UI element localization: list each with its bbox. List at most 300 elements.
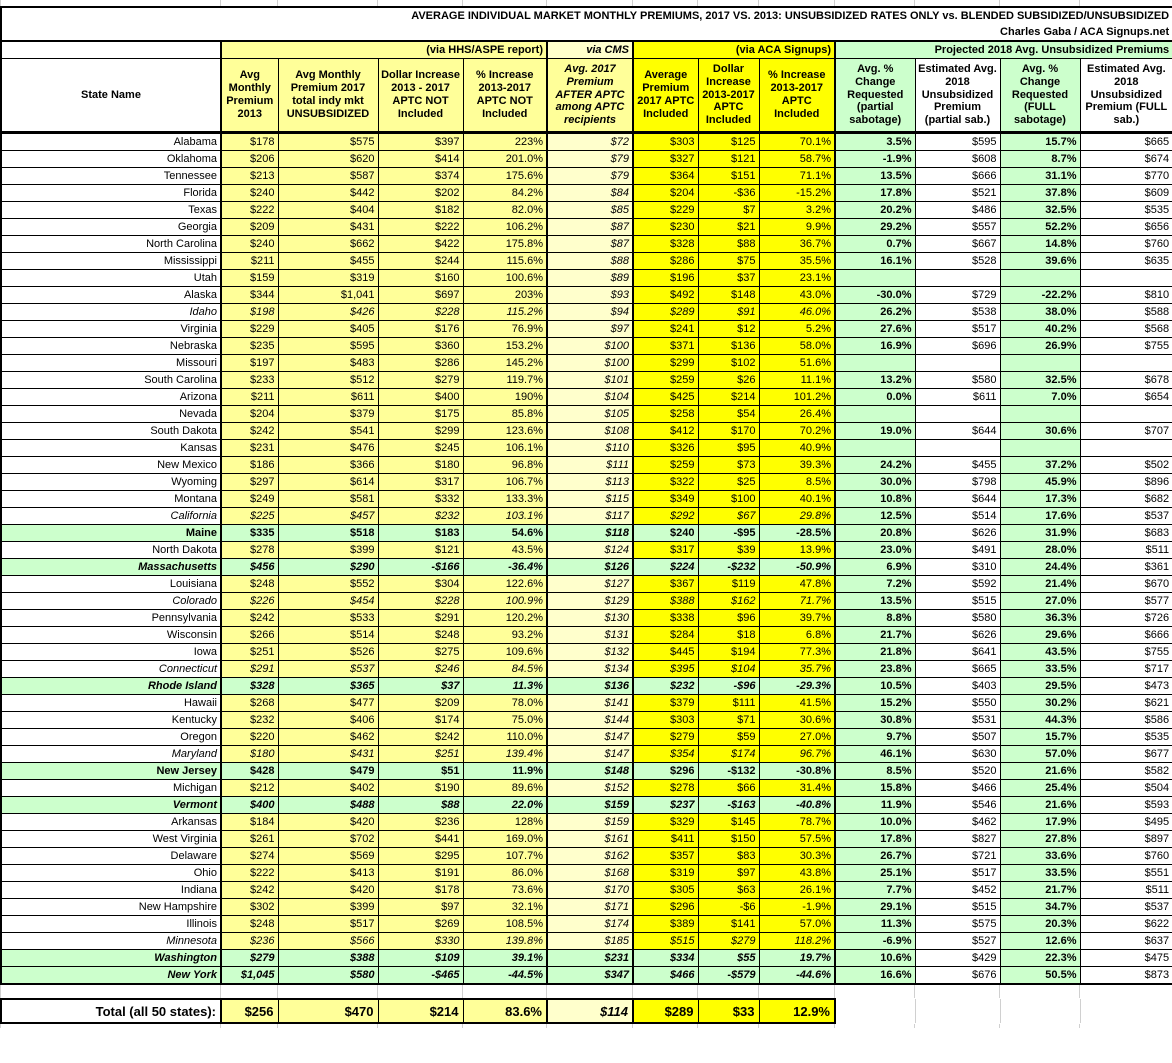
cell-value[interactable]: $520 bbox=[915, 763, 1000, 780]
cell-value[interactable]: $274 bbox=[221, 848, 278, 865]
cell-value[interactable]: -$95 bbox=[698, 525, 759, 542]
cell-value[interactable]: 22.3% bbox=[1000, 950, 1080, 967]
cell-value[interactable]: $209 bbox=[378, 695, 463, 712]
cell-state-name[interactable]: Iowa bbox=[1, 644, 221, 661]
cell-value[interactable]: 13.2% bbox=[835, 372, 915, 389]
cell-value[interactable]: $174 bbox=[698, 746, 759, 763]
cell-value[interactable]: $475 bbox=[1080, 950, 1172, 967]
cell-value[interactable]: $89 bbox=[547, 270, 633, 287]
cell-value[interactable]: $95 bbox=[698, 440, 759, 457]
cell-state-name[interactable]: Nebraska bbox=[1, 338, 221, 355]
cell-value[interactable]: $228 bbox=[378, 304, 463, 321]
cell-state-name[interactable]: New York bbox=[1, 967, 221, 985]
cell-value[interactable]: $580 bbox=[915, 372, 1000, 389]
cell-value[interactable]: $198 bbox=[221, 304, 278, 321]
cell-state-name[interactable]: Vermont bbox=[1, 797, 221, 814]
column-header-col-4[interactable]: % Increase 2013-2017 APTC NOT Included bbox=[463, 59, 547, 133]
cell-value[interactable]: $121 bbox=[698, 151, 759, 168]
cell-value[interactable]: 30.8% bbox=[835, 712, 915, 729]
cell-value[interactable]: 73.6% bbox=[463, 882, 547, 899]
cell-value[interactable]: 26.9% bbox=[1000, 338, 1080, 355]
cell-value[interactable]: 118.2% bbox=[759, 933, 835, 950]
cell-value[interactable]: $425 bbox=[633, 389, 698, 406]
cell-value[interactable]: 32.5% bbox=[1000, 202, 1080, 219]
cell-value[interactable]: $104 bbox=[547, 389, 633, 406]
cell-value[interactable]: $420 bbox=[278, 882, 378, 899]
cell-value[interactable]: 120.2% bbox=[463, 610, 547, 627]
cell-value[interactable]: $185 bbox=[547, 933, 633, 950]
cell-value[interactable]: 110.0% bbox=[463, 729, 547, 746]
cell-value[interactable]: $575 bbox=[915, 916, 1000, 933]
total-value[interactable]: $256 bbox=[221, 999, 278, 1023]
cell-value[interactable]: 145.2% bbox=[463, 355, 547, 372]
cell-value[interactable]: $512 bbox=[278, 372, 378, 389]
cell-value[interactable]: 84.2% bbox=[463, 185, 547, 202]
cell-value[interactable]: $399 bbox=[278, 542, 378, 559]
cell-value[interactable]: $214 bbox=[698, 389, 759, 406]
cell-value[interactable]: $232 bbox=[633, 678, 698, 695]
cell-value[interactable]: 71.1% bbox=[759, 168, 835, 185]
cell-value[interactable]: $441 bbox=[378, 831, 463, 848]
total-value[interactable]: $214 bbox=[378, 999, 463, 1023]
cell-value[interactable]: -29.3% bbox=[759, 678, 835, 695]
cell-value[interactable]: $357 bbox=[633, 848, 698, 865]
cell-value[interactable]: $495 bbox=[1080, 814, 1172, 831]
cell-value[interactable]: $319 bbox=[633, 865, 698, 882]
cell-value[interactable]: $299 bbox=[633, 355, 698, 372]
cell-value[interactable]: $291 bbox=[378, 610, 463, 627]
cell-value[interactable]: $292 bbox=[633, 508, 698, 525]
cell-value[interactable]: $677 bbox=[1080, 746, 1172, 763]
cell-value[interactable]: -$6 bbox=[698, 899, 759, 916]
cell-value[interactable]: $268 bbox=[221, 695, 278, 712]
cell-value[interactable]: $644 bbox=[915, 491, 1000, 508]
cell-value[interactable]: $242 bbox=[221, 423, 278, 440]
cell-value[interactable]: $105 bbox=[547, 406, 633, 423]
cell-value[interactable]: 50.5% bbox=[1000, 967, 1080, 985]
cell-value[interactable]: -1.9% bbox=[835, 151, 915, 168]
cell-value[interactable]: 16.9% bbox=[835, 338, 915, 355]
cell-value[interactable]: $327 bbox=[633, 151, 698, 168]
cell-value[interactable]: 13.9% bbox=[759, 542, 835, 559]
cell-value[interactable]: $683 bbox=[1080, 525, 1172, 542]
cell-value[interactable]: 58.0% bbox=[759, 338, 835, 355]
column-header-col-5[interactable]: Avg. 2017 Premium AFTER APTC among APTC recipients bbox=[547, 59, 633, 133]
cell-value[interactable]: -30.8% bbox=[759, 763, 835, 780]
cell-value[interactable]: $197 bbox=[221, 355, 278, 372]
cell-value[interactable]: -$96 bbox=[698, 678, 759, 695]
cell-value[interactable]: $897 bbox=[1080, 831, 1172, 848]
cell-value[interactable]: $721 bbox=[915, 848, 1000, 865]
cell-value[interactable]: 78.7% bbox=[759, 814, 835, 831]
cell-value[interactable]: $229 bbox=[221, 321, 278, 338]
cell-state-name[interactable]: Rhode Island bbox=[1, 678, 221, 695]
cell-value[interactable]: $84 bbox=[547, 185, 633, 202]
cell-value[interactable]: $151 bbox=[698, 168, 759, 185]
cell-value[interactable]: $159 bbox=[221, 270, 278, 287]
cell-value[interactable]: -$465 bbox=[378, 967, 463, 985]
cell-value[interactable]: 26.4% bbox=[759, 406, 835, 423]
cell-value[interactable]: $211 bbox=[221, 253, 278, 270]
cell-value[interactable]: $171 bbox=[547, 899, 633, 916]
cell-value[interactable]: $104 bbox=[698, 661, 759, 678]
cell-value[interactable]: $535 bbox=[1080, 202, 1172, 219]
cell-value[interactable]: 39.6% bbox=[1000, 253, 1080, 270]
cell-value[interactable]: $717 bbox=[1080, 661, 1172, 678]
group-header-aca-signups[interactable]: (via ACA Signups) bbox=[633, 41, 835, 59]
cell-value[interactable]: $568 bbox=[1080, 321, 1172, 338]
cell-value[interactable]: $25 bbox=[698, 474, 759, 491]
cell-value[interactable]: $302 bbox=[221, 899, 278, 916]
cell-value[interactable]: $587 bbox=[278, 168, 378, 185]
cell-value[interactable]: $284 bbox=[633, 627, 698, 644]
cell-value[interactable]: 100.9% bbox=[463, 593, 547, 610]
cell-state-name[interactable]: South Dakota bbox=[1, 423, 221, 440]
cell-value[interactable]: $233 bbox=[221, 372, 278, 389]
cell-value[interactable]: $225 bbox=[221, 508, 278, 525]
cell-state-name[interactable]: Arkansas bbox=[1, 814, 221, 831]
cell-value[interactable]: $621 bbox=[1080, 695, 1172, 712]
cell-value[interactable]: $148 bbox=[547, 763, 633, 780]
total-value[interactable]: $33 bbox=[698, 999, 759, 1023]
cell-value[interactable]: $159 bbox=[547, 814, 633, 831]
cell-value[interactable]: 203% bbox=[463, 287, 547, 304]
cell-value[interactable]: $335 bbox=[221, 525, 278, 542]
cell-value[interactable]: $404 bbox=[278, 202, 378, 219]
cell-value[interactable]: $637 bbox=[1080, 933, 1172, 950]
total-value[interactable]: 83.6% bbox=[463, 999, 547, 1023]
cell-value[interactable] bbox=[1000, 270, 1080, 287]
cell-value[interactable]: $119 bbox=[698, 576, 759, 593]
cell-value[interactable]: $630 bbox=[915, 746, 1000, 763]
cell-value[interactable]: $515 bbox=[633, 933, 698, 950]
cell-value[interactable]: $145 bbox=[698, 814, 759, 831]
cell-value[interactable]: 37.8% bbox=[1000, 185, 1080, 202]
cell-value[interactable]: $97 bbox=[547, 321, 633, 338]
cell-value[interactable]: 123.6% bbox=[463, 423, 547, 440]
cell-value[interactable]: $654 bbox=[1080, 389, 1172, 406]
cell-value[interactable]: 24.4% bbox=[1000, 559, 1080, 576]
cell-value[interactable]: $100 bbox=[547, 355, 633, 372]
cell-value[interactable]: $431 bbox=[278, 219, 378, 236]
cell-value[interactable]: 36.3% bbox=[1000, 610, 1080, 627]
cell-value[interactable]: 23.0% bbox=[835, 542, 915, 559]
cell-value[interactable]: $296 bbox=[633, 899, 698, 916]
cell-value[interactable]: $132 bbox=[547, 644, 633, 661]
cell-value[interactable]: $37 bbox=[698, 270, 759, 287]
cell-value[interactable]: 46.1% bbox=[835, 746, 915, 763]
cell-value[interactable]: 33.6% bbox=[1000, 848, 1080, 865]
cell-value[interactable]: $278 bbox=[633, 780, 698, 797]
cell-value[interactable]: 17.9% bbox=[1000, 814, 1080, 831]
cell-state-name[interactable]: Texas bbox=[1, 202, 221, 219]
cell-value[interactable]: $7 bbox=[698, 202, 759, 219]
cell-value[interactable]: $269 bbox=[378, 916, 463, 933]
cell-value[interactable]: 106.7% bbox=[463, 474, 547, 491]
cell-value[interactable]: 19.0% bbox=[835, 423, 915, 440]
cell-value[interactable]: $126 bbox=[547, 559, 633, 576]
cell-value[interactable]: -$166 bbox=[378, 559, 463, 576]
cell-value[interactable]: $209 bbox=[221, 219, 278, 236]
cell-value[interactable]: $667 bbox=[915, 236, 1000, 253]
cell-value[interactable]: 9.9% bbox=[759, 219, 835, 236]
cell-value[interactable]: $174 bbox=[378, 712, 463, 729]
cell-value[interactable]: $332 bbox=[378, 491, 463, 508]
cell-value[interactable]: 153.2% bbox=[463, 338, 547, 355]
cell-value[interactable]: $180 bbox=[378, 457, 463, 474]
cell-value[interactable] bbox=[1080, 270, 1172, 287]
cell-value[interactable]: $614 bbox=[278, 474, 378, 491]
cell-value[interactable]: 201.0% bbox=[463, 151, 547, 168]
cell-value[interactable]: 25.4% bbox=[1000, 780, 1080, 797]
cell-value[interactable]: 8.5% bbox=[835, 763, 915, 780]
cell-value[interactable]: $289 bbox=[633, 304, 698, 321]
cell-value[interactable]: $707 bbox=[1080, 423, 1172, 440]
column-header-col-11[interactable]: Avg. % Change Requested (FULL sabotage) bbox=[1000, 59, 1080, 133]
cell-value[interactable]: $102 bbox=[698, 355, 759, 372]
cell-value[interactable]: $79 bbox=[547, 151, 633, 168]
cell-value[interactable] bbox=[835, 355, 915, 372]
group-header-blank-cell[interactable] bbox=[1, 41, 221, 59]
cell-value[interactable]: $115 bbox=[547, 491, 633, 508]
cell-value[interactable]: $798 bbox=[915, 474, 1000, 491]
cell-value[interactable]: $755 bbox=[1080, 644, 1172, 661]
cell-value[interactable]: $100 bbox=[547, 338, 633, 355]
cell-value[interactable]: $400 bbox=[221, 797, 278, 814]
cell-value[interactable]: $575 bbox=[278, 133, 378, 151]
cell-state-name[interactable]: Maine bbox=[1, 525, 221, 542]
cell-value[interactable]: 43.5% bbox=[1000, 644, 1080, 661]
column-header-col-12[interactable]: Estimated Avg. 2018 Unsubsidized Premium (FULL sab.) bbox=[1080, 59, 1172, 133]
cell-value[interactable]: $551 bbox=[1080, 865, 1172, 882]
cell-value[interactable]: 40.9% bbox=[759, 440, 835, 457]
cell-value[interactable]: 15.7% bbox=[1000, 133, 1080, 151]
cell-value[interactable]: $54 bbox=[698, 406, 759, 423]
cell-value[interactable]: $235 bbox=[221, 338, 278, 355]
cell-value[interactable]: $121 bbox=[378, 542, 463, 559]
cell-value[interactable]: $303 bbox=[633, 133, 698, 151]
group-header-cms[interactable]: via CMS bbox=[547, 41, 633, 59]
cell-value[interactable]: $403 bbox=[915, 678, 1000, 695]
cell-value[interactable] bbox=[1000, 406, 1080, 423]
cell-value[interactable]: $462 bbox=[915, 814, 1000, 831]
cell-value[interactable]: $242 bbox=[221, 610, 278, 627]
cell-value[interactable]: 10.8% bbox=[835, 491, 915, 508]
cell-value[interactable]: $236 bbox=[378, 814, 463, 831]
cell-value[interactable]: $492 bbox=[633, 287, 698, 304]
cell-value[interactable]: $537 bbox=[1080, 508, 1172, 525]
cell-value[interactable]: $665 bbox=[915, 661, 1000, 678]
cell-value[interactable]: $586 bbox=[1080, 712, 1172, 729]
cell-value[interactable]: $611 bbox=[278, 389, 378, 406]
cell-value[interactable]: $329 bbox=[633, 814, 698, 831]
cell-value[interactable]: $170 bbox=[547, 882, 633, 899]
cell-value[interactable]: $454 bbox=[278, 593, 378, 610]
cell-state-name[interactable]: Wisconsin bbox=[1, 627, 221, 644]
cell-value[interactable]: 11.1% bbox=[759, 372, 835, 389]
cell-value[interactable] bbox=[915, 355, 1000, 372]
cell-value[interactable]: 108.5% bbox=[463, 916, 547, 933]
cell-value[interactable]: $488 bbox=[278, 797, 378, 814]
cell-value[interactable]: $279 bbox=[221, 950, 278, 967]
cell-value[interactable]: $184 bbox=[221, 814, 278, 831]
cell-value[interactable]: $278 bbox=[221, 542, 278, 559]
cell-value[interactable]: $609 bbox=[1080, 185, 1172, 202]
cell-value[interactable]: $361 bbox=[1080, 559, 1172, 576]
cell-value[interactable]: $411 bbox=[633, 831, 698, 848]
cell-value[interactable]: 21.7% bbox=[1000, 882, 1080, 899]
cell-value[interactable]: $211 bbox=[221, 389, 278, 406]
cell-value[interactable]: 29.8% bbox=[759, 508, 835, 525]
cell-value[interactable]: $412 bbox=[633, 423, 698, 440]
cell-value[interactable]: $511 bbox=[1080, 882, 1172, 899]
cell-value[interactable]: $129 bbox=[547, 593, 633, 610]
cell-value[interactable]: $670 bbox=[1080, 576, 1172, 593]
cell-value[interactable]: -1.9% bbox=[759, 899, 835, 916]
cell-value[interactable]: 57.0% bbox=[1000, 746, 1080, 763]
cell-value[interactable]: 35.7% bbox=[759, 661, 835, 678]
cell-value[interactable]: $175 bbox=[378, 406, 463, 423]
cell-value[interactable]: $141 bbox=[698, 916, 759, 933]
cell-value[interactable]: 37.2% bbox=[1000, 457, 1080, 474]
cell-value[interactable]: $1,041 bbox=[278, 287, 378, 304]
cell-value[interactable]: 115.6% bbox=[463, 253, 547, 270]
cell-value[interactable]: 175.6% bbox=[463, 168, 547, 185]
cell-state-name[interactable]: Washington bbox=[1, 950, 221, 967]
cell-value[interactable]: -22.2% bbox=[1000, 287, 1080, 304]
cell-value[interactable]: $108 bbox=[547, 423, 633, 440]
cell-value[interactable]: $582 bbox=[1080, 763, 1172, 780]
cell-value[interactable]: $196 bbox=[633, 270, 698, 287]
cell-value[interactable]: $88 bbox=[698, 236, 759, 253]
cell-value[interactable]: 190% bbox=[463, 389, 547, 406]
cell-value[interactable]: 106.2% bbox=[463, 219, 547, 236]
cell-value[interactable]: $366 bbox=[278, 457, 378, 474]
cell-value[interactable]: 28.0% bbox=[1000, 542, 1080, 559]
total-value[interactable]: $114 bbox=[547, 999, 633, 1023]
cell-value[interactable]: $328 bbox=[221, 678, 278, 695]
cell-value[interactable]: $231 bbox=[547, 950, 633, 967]
cell-value[interactable]: $466 bbox=[915, 780, 1000, 797]
cell-value[interactable]: 46.0% bbox=[759, 304, 835, 321]
cell-value[interactable]: -6.9% bbox=[835, 933, 915, 950]
cell-value[interactable]: 43.0% bbox=[759, 287, 835, 304]
cell-value[interactable]: 24.2% bbox=[835, 457, 915, 474]
cell-value[interactable]: $456 bbox=[221, 559, 278, 576]
cell-state-name[interactable]: Idaho bbox=[1, 304, 221, 321]
cell-value[interactable]: $261 bbox=[221, 831, 278, 848]
column-header-col-6[interactable]: Average Premium 2017 APTC Included bbox=[633, 59, 698, 133]
cell-value[interactable]: $388 bbox=[278, 950, 378, 967]
cell-value[interactable]: $399 bbox=[278, 899, 378, 916]
cell-value[interactable]: $237 bbox=[633, 797, 698, 814]
cell-value[interactable]: $665 bbox=[1080, 133, 1172, 151]
cell-value[interactable]: 16.6% bbox=[835, 967, 915, 985]
cell-value[interactable]: $620 bbox=[278, 151, 378, 168]
cell-value[interactable]: $295 bbox=[378, 848, 463, 865]
cell-value[interactable]: $379 bbox=[278, 406, 378, 423]
cell-value[interactable] bbox=[915, 270, 1000, 287]
cell-value[interactable]: 107.7% bbox=[463, 848, 547, 865]
cell-value[interactable]: $258 bbox=[633, 406, 698, 423]
cell-value[interactable]: 47.8% bbox=[759, 576, 835, 593]
cell-value[interactable]: $486 bbox=[915, 202, 1000, 219]
total-value[interactable]: 12.9% bbox=[759, 999, 835, 1023]
cell-state-name[interactable]: New Mexico bbox=[1, 457, 221, 474]
cell-value[interactable]: $406 bbox=[278, 712, 378, 729]
cell-value[interactable]: 21.4% bbox=[1000, 576, 1080, 593]
cell-value[interactable]: $83 bbox=[698, 848, 759, 865]
cell-value[interactable]: $577 bbox=[1080, 593, 1172, 610]
cell-value[interactable]: 10.0% bbox=[835, 814, 915, 831]
cell-value[interactable]: $244 bbox=[378, 253, 463, 270]
cell-value[interactable]: $236 bbox=[221, 933, 278, 950]
cell-value[interactable]: 0.7% bbox=[835, 236, 915, 253]
cell-value[interactable]: $502 bbox=[1080, 457, 1172, 474]
cell-value[interactable]: 7.7% bbox=[835, 882, 915, 899]
cell-value[interactable]: 96.7% bbox=[759, 746, 835, 763]
cell-value[interactable]: $476 bbox=[278, 440, 378, 457]
cell-value[interactable]: 30.6% bbox=[1000, 423, 1080, 440]
cell-value[interactable]: 175.8% bbox=[463, 236, 547, 253]
cell-value[interactable]: -40.8% bbox=[759, 797, 835, 814]
cell-value[interactable]: $117 bbox=[547, 508, 633, 525]
cell-value[interactable]: $26 bbox=[698, 372, 759, 389]
cell-value[interactable]: $518 bbox=[278, 525, 378, 542]
cell-value[interactable]: $160 bbox=[378, 270, 463, 287]
cell-value[interactable]: $147 bbox=[547, 746, 633, 763]
cell-value[interactable]: $483 bbox=[278, 355, 378, 372]
cell-value[interactable]: 122.6% bbox=[463, 576, 547, 593]
cell-value[interactable]: $326 bbox=[633, 440, 698, 457]
cell-value[interactable]: $635 bbox=[1080, 253, 1172, 270]
cell-value[interactable]: $608 bbox=[915, 151, 1000, 168]
cell-value[interactable]: 139.4% bbox=[463, 746, 547, 763]
cell-value[interactable]: 89.6% bbox=[463, 780, 547, 797]
cell-value[interactable]: 70.2% bbox=[759, 423, 835, 440]
cell-value[interactable]: $39 bbox=[698, 542, 759, 559]
cell-state-name[interactable]: Florida bbox=[1, 185, 221, 202]
cell-value[interactable]: 71.7% bbox=[759, 593, 835, 610]
cell-value[interactable]: $305 bbox=[633, 882, 698, 899]
cell-state-name[interactable]: South Carolina bbox=[1, 372, 221, 389]
cell-value[interactable]: $595 bbox=[915, 133, 1000, 151]
cell-value[interactable]: $259 bbox=[633, 457, 698, 474]
cell-value[interactable] bbox=[835, 440, 915, 457]
column-header-col-2[interactable]: Avg Monthly Premium 2017 total indy mkt UNSUBSIDIZED bbox=[278, 59, 378, 133]
cell-value[interactable]: $204 bbox=[221, 406, 278, 423]
cell-value[interactable]: $242 bbox=[378, 729, 463, 746]
cell-value[interactable]: $134 bbox=[547, 661, 633, 678]
cell-value[interactable]: $88 bbox=[547, 253, 633, 270]
cell-value[interactable]: $220 bbox=[221, 729, 278, 746]
cell-value[interactable]: $452 bbox=[915, 882, 1000, 899]
cell-value[interactable]: $515 bbox=[915, 593, 1000, 610]
cell-value[interactable]: 78.0% bbox=[463, 695, 547, 712]
cell-value[interactable]: $150 bbox=[698, 831, 759, 848]
cell-value[interactable]: 6.8% bbox=[759, 627, 835, 644]
cell-value[interactable]: $310 bbox=[915, 559, 1000, 576]
cell-state-name[interactable]: Arizona bbox=[1, 389, 221, 406]
cell-state-name[interactable]: Michigan bbox=[1, 780, 221, 797]
cell-value[interactable]: 76.9% bbox=[463, 321, 547, 338]
cell-value[interactable]: $279 bbox=[378, 372, 463, 389]
cell-value[interactable]: 16.1% bbox=[835, 253, 915, 270]
cell-value[interactable]: $514 bbox=[915, 508, 1000, 525]
cell-value[interactable]: $93 bbox=[547, 287, 633, 304]
cell-state-name[interactable]: Ohio bbox=[1, 865, 221, 882]
cell-value[interactable] bbox=[1080, 406, 1172, 423]
